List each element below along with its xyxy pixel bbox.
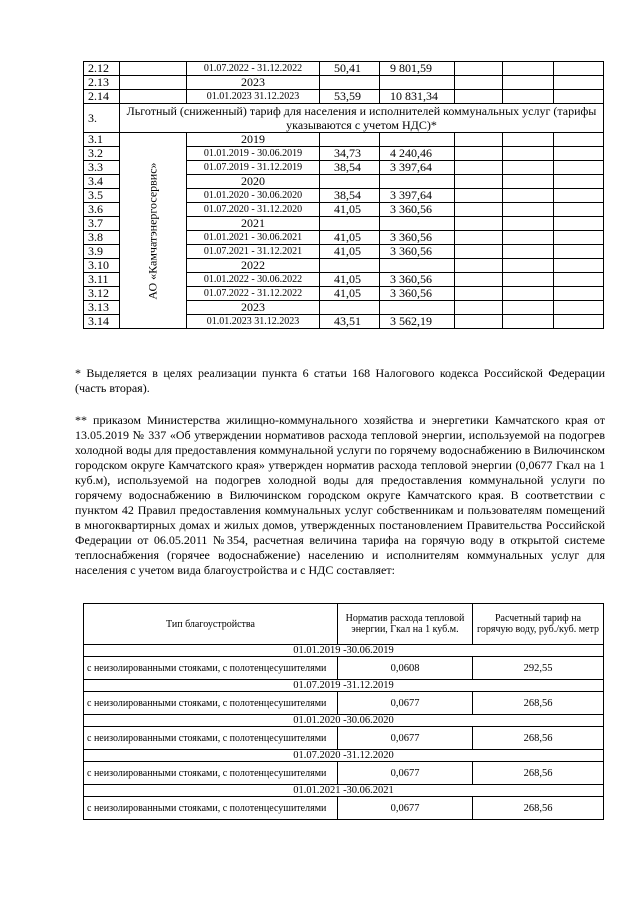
tariff-cell: 10 831,34: [380, 90, 455, 104]
period-cell: 01.01.2022 - 30.06.2022: [187, 273, 320, 287]
row-number: 3.6: [84, 203, 120, 217]
row-number: 3.4: [84, 175, 120, 189]
type-cell: с неизолированными стояками, с полотенцесушителями: [84, 762, 338, 785]
header-norm: Норматив расхода тепловой энергии, Гкал на 1 куб.м.: [338, 604, 473, 645]
year-cell: 2022: [187, 259, 320, 273]
tariff-cell: 3 360,56: [380, 273, 455, 287]
tariff-cell: 4 240,46: [380, 147, 455, 161]
row-number: 3.1: [84, 133, 120, 147]
empty-cell: [380, 133, 455, 147]
empty-cell: [320, 217, 380, 231]
org-name: АО «Камчатэнергосервис»: [145, 161, 160, 300]
period-cell: 01.07.2022 - 31.12.2022: [187, 287, 320, 301]
value-cell: 53,59: [320, 90, 380, 104]
year-cell: 2020: [187, 175, 320, 189]
empty-cell: [380, 301, 455, 315]
period-cell: 01.07.2021 - 31.12.2021: [187, 245, 320, 259]
period-row: [84, 715, 604, 727]
norm-cell: 0,0677: [338, 797, 473, 820]
norms-table: [83, 603, 604, 820]
row-number: 3.14: [84, 315, 120, 329]
empty-cell: [554, 90, 604, 104]
empty-cell: [503, 259, 554, 273]
period-row: [84, 645, 604, 657]
row-number: 3.9: [84, 245, 120, 259]
type-cell: с неизолированными стояками, с полотенцесушителями: [84, 797, 338, 820]
table-row: [84, 797, 604, 820]
empty-cell: [320, 133, 380, 147]
period-cell: 01.07.2019 - 31.12.2019: [187, 161, 320, 175]
period-cell: 01.01.2021 -30.06.2021: [84, 785, 604, 797]
tariff-cell: 268,56: [473, 727, 604, 750]
empty-cell: [554, 259, 604, 273]
norm-cell: 0,0677: [338, 692, 473, 715]
empty-cell: [554, 189, 604, 203]
empty-cell: [503, 62, 554, 76]
period-cell: 01.01.2023 31.12.2023: [187, 315, 320, 329]
empty-cell: [503, 245, 554, 259]
empty-cell: [320, 259, 380, 273]
period-row: [84, 680, 604, 692]
header-type: Тип благоустройства: [84, 604, 338, 645]
tariff-cell: 3 360,56: [380, 245, 455, 259]
empty-cell: [503, 161, 554, 175]
empty-cell: [503, 203, 554, 217]
tariff-cell: 3 360,56: [380, 203, 455, 217]
empty-cell: [554, 76, 604, 90]
tariff-cell: 268,56: [473, 797, 604, 820]
year-cell: 2023: [187, 301, 320, 315]
org-name-cell: [120, 133, 187, 329]
row-number: 3.5: [84, 189, 120, 203]
org-cell: [120, 76, 187, 90]
tariff-cell: 3 360,56: [380, 231, 455, 245]
row-number: 3.13: [84, 301, 120, 315]
org-cell: [120, 90, 187, 104]
empty-cell: [503, 273, 554, 287]
empty-cell: [455, 259, 503, 273]
empty-cell: [455, 287, 503, 301]
empty-cell: [554, 245, 604, 259]
row-number: 3.11: [84, 273, 120, 287]
empty-cell: [380, 217, 455, 231]
type-cell: с неизолированными стояками, с полотенцесушителями: [84, 727, 338, 750]
period-cell: 01.01.2019 - 30.06.2019: [187, 147, 320, 161]
empty-cell: [503, 76, 554, 90]
empty-cell: [455, 245, 503, 259]
row-number: 2.13: [84, 76, 120, 90]
period-cell: 01.07.2020 - 31.12.2020: [187, 203, 320, 217]
period-cell: 01.01.2020 - 30.06.2020: [187, 189, 320, 203]
empty-cell: [554, 203, 604, 217]
empty-cell: [554, 175, 604, 189]
value-cell: 41,05: [320, 245, 380, 259]
empty-cell: [554, 301, 604, 315]
empty-cell: [455, 133, 503, 147]
period-cell: 01.01.2021 - 30.06.2021: [187, 231, 320, 245]
row-number: 3.7: [84, 217, 120, 231]
empty-cell: [554, 315, 604, 329]
empty-cell: [455, 90, 503, 104]
table-row: [84, 62, 604, 76]
norm-cell: 0,0608: [338, 657, 473, 680]
header-tariff: Расчетный тариф на горячую воду, руб./куб. метр: [473, 604, 604, 645]
year-cell: 2021: [187, 217, 320, 231]
period-row: [84, 785, 604, 797]
tariff-cell: 268,56: [473, 692, 604, 715]
empty-cell: [554, 62, 604, 76]
table-row: [84, 76, 604, 90]
empty-cell: [503, 147, 554, 161]
norm-cell: 0,0677: [338, 727, 473, 750]
row-number: 2.14: [84, 90, 120, 104]
empty-cell: [503, 189, 554, 203]
table-row: [84, 657, 604, 680]
value-cell: 38,54: [320, 189, 380, 203]
empty-cell: [380, 76, 455, 90]
year-cell: 2019: [187, 133, 320, 147]
empty-cell: [503, 231, 554, 245]
empty-cell: [380, 259, 455, 273]
value-cell: 41,05: [320, 273, 380, 287]
period-cell: 01.07.2022 - 31.12.2022: [187, 62, 320, 76]
row-number: 3.3: [84, 161, 120, 175]
empty-cell: [503, 175, 554, 189]
tariff-cell: 3 397,64: [380, 189, 455, 203]
row-number: 3.2: [84, 147, 120, 161]
table-row: [84, 762, 604, 785]
table-row: [84, 90, 604, 104]
tariff-cell: 292,55: [473, 657, 604, 680]
empty-cell: [455, 217, 503, 231]
section-number: 3.: [84, 104, 120, 133]
value-cell: 50,41: [320, 62, 380, 76]
footnote-vat: * Выделяется в целях реализации пункта 6 статьи 168 Налогового кодекса Российской Федерации (часть вторая).: [75, 366, 605, 395]
type-cell: с неизолированными стояками, с полотенцесушителями: [84, 692, 338, 715]
value-cell: 41,05: [320, 231, 380, 245]
period-row: [84, 750, 604, 762]
table-row: [84, 133, 604, 147]
empty-cell: [455, 175, 503, 189]
empty-cell: [455, 315, 503, 329]
empty-cell: [455, 203, 503, 217]
value-cell: 38,54: [320, 161, 380, 175]
row-number: 3.12: [84, 287, 120, 301]
empty-cell: [503, 133, 554, 147]
tariff-cell: 268,56: [473, 762, 604, 785]
value-cell: 41,05: [320, 203, 380, 217]
empty-cell: [503, 315, 554, 329]
empty-cell: [320, 301, 380, 315]
empty-cell: [503, 301, 554, 315]
empty-cell: [455, 147, 503, 161]
empty-cell: [503, 287, 554, 301]
period-cell: 01.01.2023 31.12.2023: [187, 90, 320, 104]
period-cell: 01.07.2020 -31.12.2020: [84, 750, 604, 762]
tariff-cell: 3 397,64: [380, 161, 455, 175]
org-cell: [120, 62, 187, 76]
empty-cell: [380, 175, 455, 189]
type-cell: с неизолированными стояками, с полотенцесушителями: [84, 657, 338, 680]
tariff-cell: 9 801,59: [380, 62, 455, 76]
period-cell: 01.07.2019 -31.12.2019: [84, 680, 604, 692]
value-cell: 43,51: [320, 315, 380, 329]
table-row: [84, 692, 604, 715]
empty-cell: [455, 62, 503, 76]
period-cell: 01.01.2019 -30.06.2019: [84, 645, 604, 657]
empty-cell: [554, 147, 604, 161]
empty-cell: [503, 90, 554, 104]
section-title: Льготный (сниженный) тариф для населения и исполнителей коммунальных услуг (тарифы указываются с учетом НДС)*: [120, 104, 604, 133]
empty-cell: [320, 76, 380, 90]
empty-cell: [455, 161, 503, 175]
empty-cell: [455, 231, 503, 245]
norm-cell: 0,0677: [338, 762, 473, 785]
empty-cell: [554, 287, 604, 301]
empty-cell: [554, 161, 604, 175]
year-cell: 2023: [187, 76, 320, 90]
value-cell: 41,05: [320, 287, 380, 301]
empty-cell: [554, 273, 604, 287]
tariff-cell: 3 562,19: [380, 315, 455, 329]
row-number: 3.10: [84, 259, 120, 273]
empty-cell: [455, 76, 503, 90]
empty-cell: [455, 273, 503, 287]
empty-cell: [455, 301, 503, 315]
empty-cell: [320, 175, 380, 189]
tariff-table: [83, 61, 604, 329]
row-number: 2.12: [84, 62, 120, 76]
header-row: [84, 604, 604, 645]
footnote-order: ** приказом Министерства жилищно-коммунального хозяйства и энергетики Камчатского края от 13.05.2019 № 337 «Об утверждении нормативов расхода тепловой энергии, используемой на подогрев холодной воды для предоставления коммунальной услуги по горячему водоснабжению в Вилючинском городском округе Камчатского края» утвержден норматив расхода тепловой энергии (0,0677 Гкал на 1 куб.м), используемой на подогрев холодной воды для предоставления коммунальной услуги по горячему водоснабжению в Вилючинском городском округе Камчатского края. В соответствии с пунктом 42 Правил предоставления коммунальных услуг собственникам и пользователям помещений в многоквартирных домах и жилых домов, утвержденных постановлением Правительства Российской Федерации от 06.05.2011 №354, расчетная величина тарифа на горячую воду в открытой системе теплоснабжения (горячее водоснабжение) населению и исполнителям коммунальных услуг для населения с учетом вида благоустройства и с НДС составляет:: [75, 413, 605, 577]
period-cell: 01.01.2020 -30.06.2020: [84, 715, 604, 727]
section-header-row: [84, 104, 604, 133]
empty-cell: [554, 231, 604, 245]
tariff-cell: 3 360,56: [380, 287, 455, 301]
row-number: 3.8: [84, 231, 120, 245]
empty-cell: [455, 189, 503, 203]
table-row: [84, 727, 604, 750]
empty-cell: [554, 133, 604, 147]
empty-cell: [554, 217, 604, 231]
value-cell: 34,73: [320, 147, 380, 161]
empty-cell: [503, 217, 554, 231]
